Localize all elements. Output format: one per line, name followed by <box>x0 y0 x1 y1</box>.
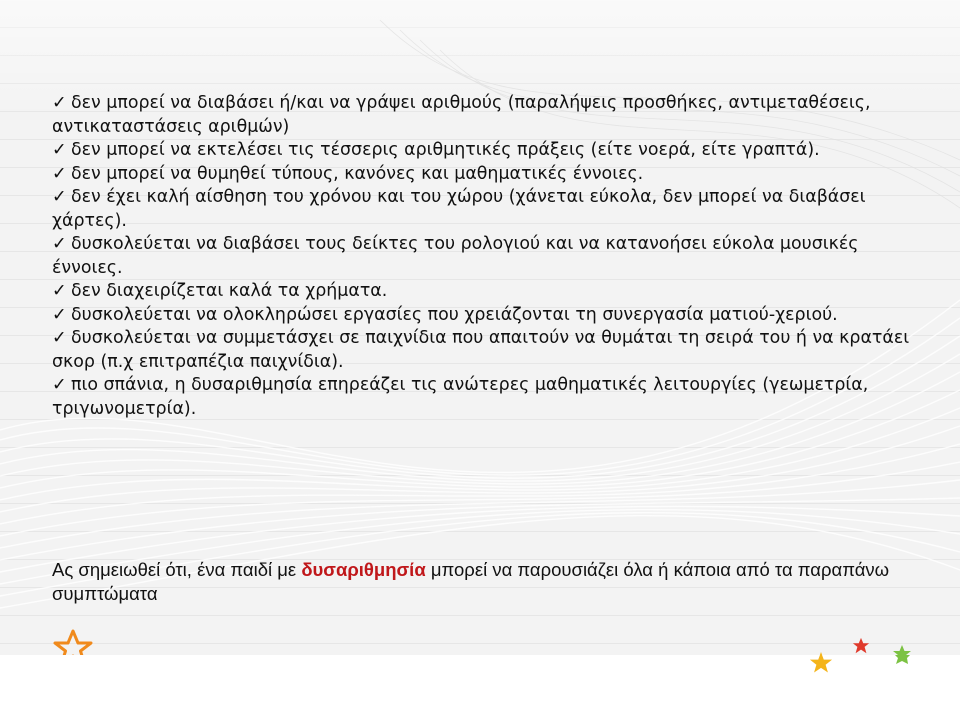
orange-star-outline-icon <box>52 628 94 655</box>
check-icon: ✓ <box>52 187 67 207</box>
symptom-text: δεν μπορεί να θυμηθεί τύπους, κανόνες και μαθηματικές έννοιες. <box>71 163 644 184</box>
symptom-item <box>52 327 922 374</box>
check-icon: ✓ <box>52 93 67 113</box>
note-highlight-term: δυσαριθμησία <box>301 559 426 580</box>
symptom-text: δυσκολεύεται να ολοκληρώσει εργασίες που χρειάζονται τη συνεργασία ματιού-χεριού. <box>71 304 838 325</box>
symptom-text: δυσκολεύεται να διαβάσει τους δείκτες του ρολογιού και να κατανοήσει εύκολα μουσικές έννοιες. <box>52 234 859 278</box>
symptom-list <box>52 92 922 421</box>
check-icon: ✓ <box>52 234 67 254</box>
check-icon: ✓ <box>52 140 67 160</box>
symptom-text: δεν μπορεί να εκτελέσει τις τέσσερις αριθμητικές πράξεις (είτε νοερά, είτε γραπτά). <box>71 140 820 160</box>
note-text-after: μπορεί να παρουσιάζει όλα ή κάποια από τα παραπάνω συμπτώματα <box>52 559 890 604</box>
note-text-before: Ας σημειωθεί ότι, ένα παιδί με <box>52 559 302 580</box>
check-icon: ✓ <box>52 163 67 184</box>
symptom-item <box>52 233 922 280</box>
check-icon: ✓ <box>52 304 67 325</box>
symptom-text: δεν διαχειρίζεται καλά τα χρήματα. <box>71 281 388 301</box>
red-star-icon <box>851 637 871 655</box>
check-icon: ✓ <box>52 281 67 301</box>
symptom-item <box>52 374 922 421</box>
check-icon: ✓ <box>52 328 67 348</box>
symptom-item <box>52 280 922 304</box>
green-star-lower-icon <box>892 655 912 665</box>
symptom-item <box>52 304 922 328</box>
symptom-text: δεν έχει καλή αίσθηση του χρόνου και του χώρου (χάνεται εύκολα, δεν μπορεί να διαβάσει χάρτες). <box>52 187 866 231</box>
symptom-text: πιο σπάνια, η δυσαριθμησία επηρεάζει τις ανώτερες μαθηματικές λειτουργίες (γεωμετρία, τριγωνομετρία). <box>52 375 869 419</box>
symptom-text: δεν μπορεί να διαβάσει ή/και να γράψει αριθμούς (παραλήψεις προσθήκες, αντιμεταθέσεις, αντικαταστάσεις αριθμών) <box>52 93 871 137</box>
symptom-item <box>52 163 922 187</box>
closing-note <box>52 558 902 606</box>
symptom-item <box>52 92 922 139</box>
green-star-icon <box>892 644 912 655</box>
symptom-item <box>52 186 922 233</box>
symptom-text: δυσκολεύεται να συμμετάσχει σε παιχνίδια που απαιτούν να θυμάται τη σειρά του ή να κρατάει σκορ (π.χ επιτραπέζια παιχνίδια). <box>52 328 910 372</box>
symptom-item <box>52 139 922 163</box>
check-icon: ✓ <box>52 375 67 395</box>
yellow-star-lower-icon <box>808 655 834 679</box>
